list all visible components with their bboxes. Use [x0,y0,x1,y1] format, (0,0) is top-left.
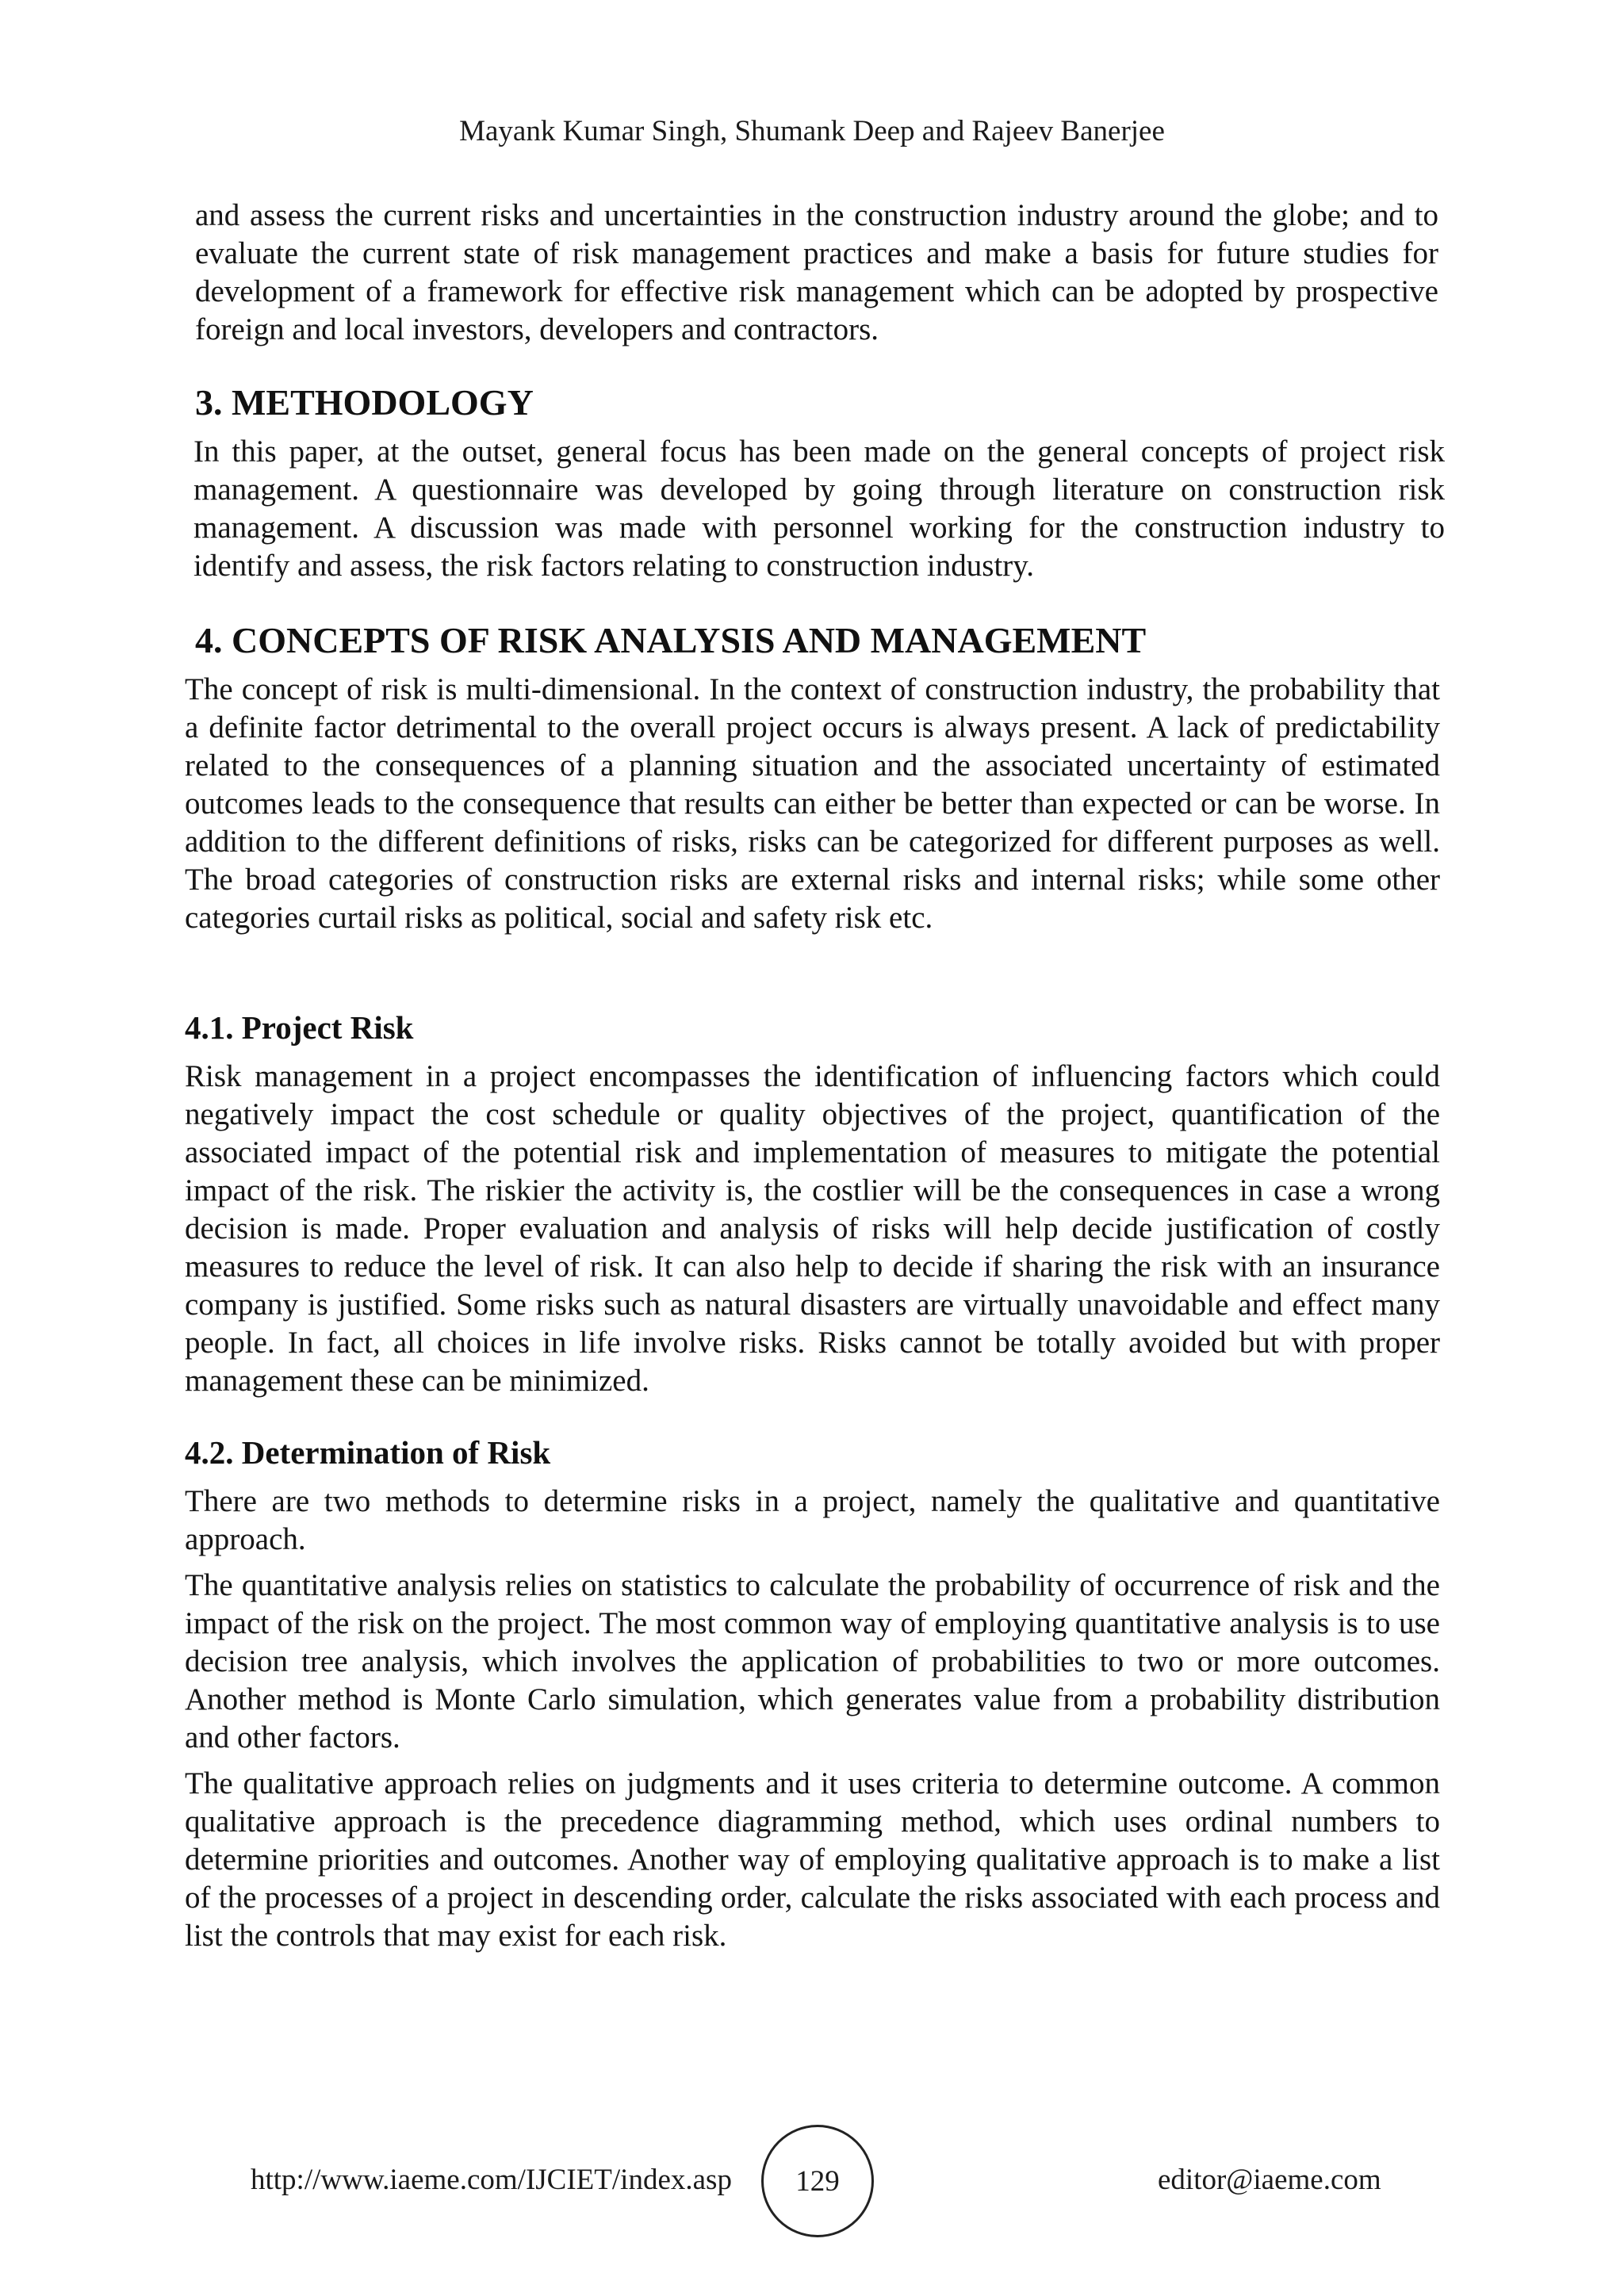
section-3-paragraph: In this paper, at the outset, general focus has been made on the general concepts of project risk management. A questionnaire was developed by going through literature on construction risk management. A discussion was made with personnel working for the construction industry to identify and assess, the risk factors relating to construction industry. [193,434,1445,583]
footer-email-link[interactable]: editor@iaeme.com [1158,2164,1381,2196]
section-4-2-heading: 4.2. Determination of Risk [185,1434,551,1471]
section-3-body [193,433,1445,585]
section-4-1-heading: 4.1. Project Risk [185,1009,414,1046]
section-4-2-body [185,1483,1440,1955]
page-footer [0,2125,1624,2236]
section-4-2-paragraph-1: There are two methods to determine risks in a project, namely the qualitative and quantitative approach. [185,1484,1440,1556]
section-4-2-paragraph-3: The qualitative approach relies on judgments and it uses criteria to determine outcome. A common qualitative approach is the precedence diagramming method, which uses ordinal numbers to determine priorities and outcomes. Another way of employing qualitative approach is to make a list of the processes of a project in descending order, calculate the risks associated with each process and list the controls that may exist for each risk. [185,1766,1440,1953]
intro-continuation-text: and assess the current risks and uncertainties in the construction industry around the globe; and to evaluate the current state of risk management practices and make a basis for future studies for development of a framework for effective risk management which can be adopted by prospective foreign and local investors, developers and contractors. [195,198,1438,346]
section-4-1-paragraph: Risk management in a project encompasses the identification of influencing factors which could negatively impact the cost schedule or quality objectives of the project, quantification of the associated impact of the potential risk and implementation of measures to mitigate the potential impact of the risk. The riskier the activity is, the costlier will be the consequences in case a wrong decision is made. Proper evaluation and analysis of risks will help decide justification of costly measures to reduce the level of risk. It can also help to decide if sharing the risk with an insurance company is justified. Some risks such as natural disasters are virtually unavoidable and effect many people. In fact, all choices in life involve risks. Risks cannot be totally avoided but with proper management these can be minimized. [185,1059,1440,1398]
page-number-badge [761,2125,874,2237]
section-4-heading: 4. CONCEPTS OF RISK ANALYSIS AND MANAGEMENT [195,620,1147,660]
section-4-2-paragraph-2: The quantitative analysis relies on statistics to calculate the probability of occurrence of risk and the impact of the risk on the project. The most common way of employing quantitative analysis is to use decision tree analysis, which involves the application of probabilities to two or more outcomes. Another method is Monte Carlo simulation, which generates value from a probability distribution and other factors. [185,1568,1440,1755]
section-4-body [185,671,1440,937]
section-4-paragraph: The concept of risk is multi-dimensional. In the context of construction industry, the probability that a definite factor detrimental to the overall project occurs is always present. A lack of predictability related to the consequences of a planning situation and the associated uncertainty of estimated outcomes leads to the consequence that results can either be better than expected or can be worse. In addition to the different definitions of risks, risks can be categorized for different purposes as well. The broad categories of construction risks are external risks and internal risks; while some other categories curtail risks as political, social and safety risk etc. [185,672,1440,935]
section-4-1-body [185,1058,1440,1400]
footer-url-link[interactable]: http://www.iaeme.com/IJCIET/index.asp [251,2164,732,2196]
section-3-heading: 3. METHODOLOGY [195,382,534,423]
running-header: Mayank Kumar Singh, Shumank Deep and Rajeev Banerjee [459,115,1165,147]
intro-continuation-paragraph [195,197,1438,349]
page-number: 129 [795,2164,840,2198]
